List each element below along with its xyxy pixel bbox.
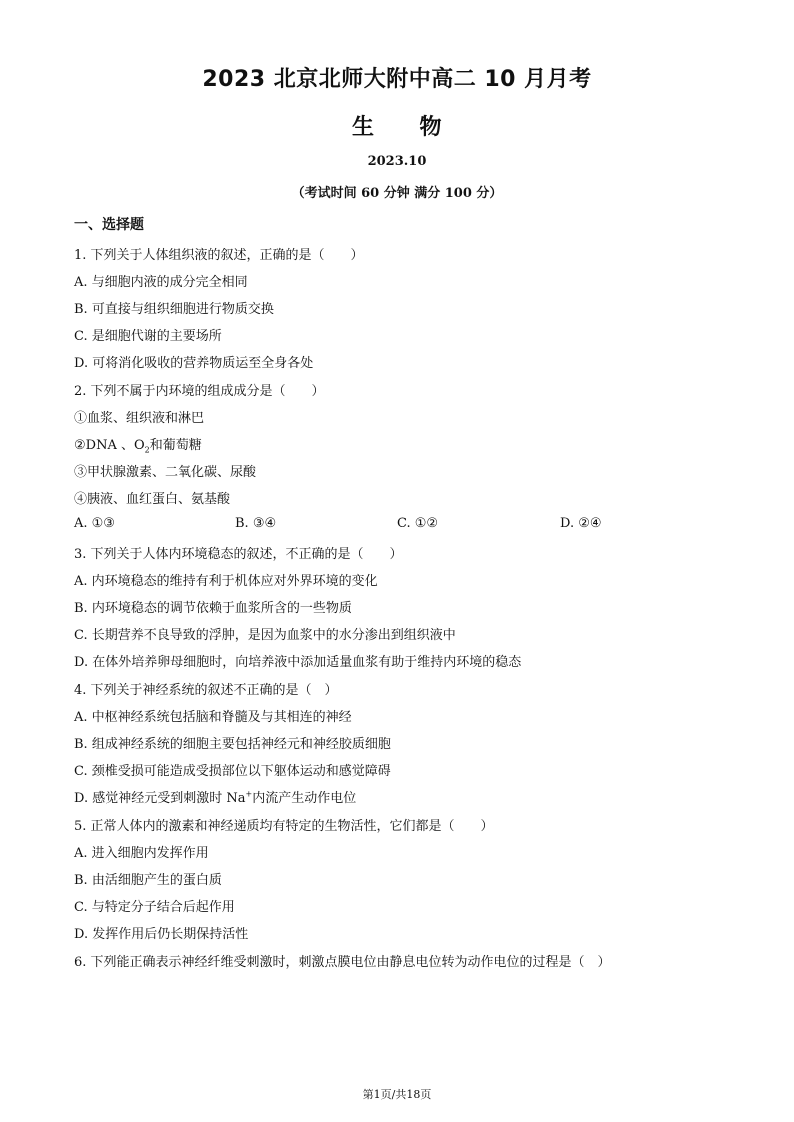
question-5-option-b: B. 由活细胞产生的蛋白质: [74, 873, 222, 888]
question-5-option-c: C. 与特定分子结合后起作用: [74, 900, 235, 915]
question-2-item-2-subscript: 2: [144, 445, 150, 455]
question-2-item-2-text-b: 和葡萄糖: [149, 438, 202, 453]
question-4-option-d-text-b: 内流产生动作电位: [252, 791, 357, 806]
question-1-option-b: B. 可直接与组织细胞进行物质交换: [74, 302, 274, 317]
question-4-option-c: C. 颈椎受损可能造成受损部位以下躯体运动和感觉障碍: [74, 764, 391, 779]
question-5-option-a: A. 进入细胞内发挥作用: [74, 846, 209, 861]
question-3-option-b: B. 内环境稳态的调节依赖于血浆所含的一些物质: [74, 601, 352, 616]
subject-heading: 生 物: [351, 115, 442, 140]
question-4-option-d-superscript: +: [245, 789, 253, 799]
question-2-item-2: [74, 434, 202, 455]
question-2-option-d: D. ②④: [560, 516, 602, 531]
question-1-option-c: C. 是细胞代谢的主要场所: [74, 329, 222, 344]
question-6-stem: 6. 下列能正确表示神经纤维受刺激时，刺激点膜电位由静息电位转为动作电位的过程是（ ）: [74, 955, 611, 970]
exam-date: 2023.10: [367, 154, 427, 169]
document-title: 2023 北京北师大附中高二 10 月月考: [202, 67, 592, 92]
question-4-stem: 4. 下列关于神经系统的叙述不正确的是（ ）: [74, 683, 338, 698]
page-footer: 第1页/共18页: [362, 1088, 432, 1101]
section-heading: 一、选择题: [74, 217, 144, 233]
question-3-option-d: D. 在体外培养卵母细胞时，向培养液中添加适量血浆有助于维持内环境的稳态: [74, 655, 522, 670]
question-2-stem: 2. 下列不属于内环境的组成成分是（ ）: [74, 384, 325, 399]
question-2-option-c: C. ①②: [397, 516, 439, 531]
question-1-stem: 1. 下列关于人体组织液的叙述，正确的是（ ）: [74, 248, 364, 263]
question-1-option-a: A. 与细胞内液的成分完全相同: [74, 275, 248, 290]
question-4-option-d-text-a: D. 感觉神经元受到刺激时 Na: [74, 791, 246, 806]
question-2-item-1: ①血浆、组织液和淋巴: [74, 411, 205, 426]
question-3-stem: 3. 下列关于人体内环境稳态的叙述，不正确的是（ ）: [74, 547, 403, 562]
question-1-option-d: D. 可将消化吸收的营养物质运至全身各处: [74, 356, 314, 371]
question-2-item-2-text-a: ②DNA 、O: [74, 438, 145, 453]
exam-info: （考试时间 60 分钟 满分 100 分）: [291, 186, 503, 201]
question-2-options: [74, 516, 734, 536]
question-2-item-3: ③甲状腺激素、二氧化碳、尿酸: [74, 465, 257, 480]
question-5-option-d: D. 发挥作用后仍长期保持活性: [74, 927, 249, 942]
question-3-option-c: C. 长期营养不良导致的浮肿，是因为血浆中的水分渗出到组织液中: [74, 628, 456, 643]
question-4-option-a: A. 中枢神经系统包括脑和脊髓及与其相连的神经: [74, 710, 352, 725]
question-2-item-4: ④胰液、血红蛋白、氨基酸: [74, 492, 231, 507]
question-2-option-a: A. ①③: [74, 516, 115, 531]
question-3-option-a: A. 内环境稳态的维持有利于机体应对外界环境的变化: [74, 574, 378, 589]
question-2-option-b: B. ③④: [235, 516, 277, 531]
question-4-option-b: B. 组成神经系统的细胞主要包括神经元和神经胶质细胞: [74, 737, 391, 752]
question-4-option-d: [74, 787, 356, 806]
question-5-stem: 5. 正常人体内的激素和神经递质均有特定的生物活性，它们都是（ ）: [74, 819, 494, 834]
